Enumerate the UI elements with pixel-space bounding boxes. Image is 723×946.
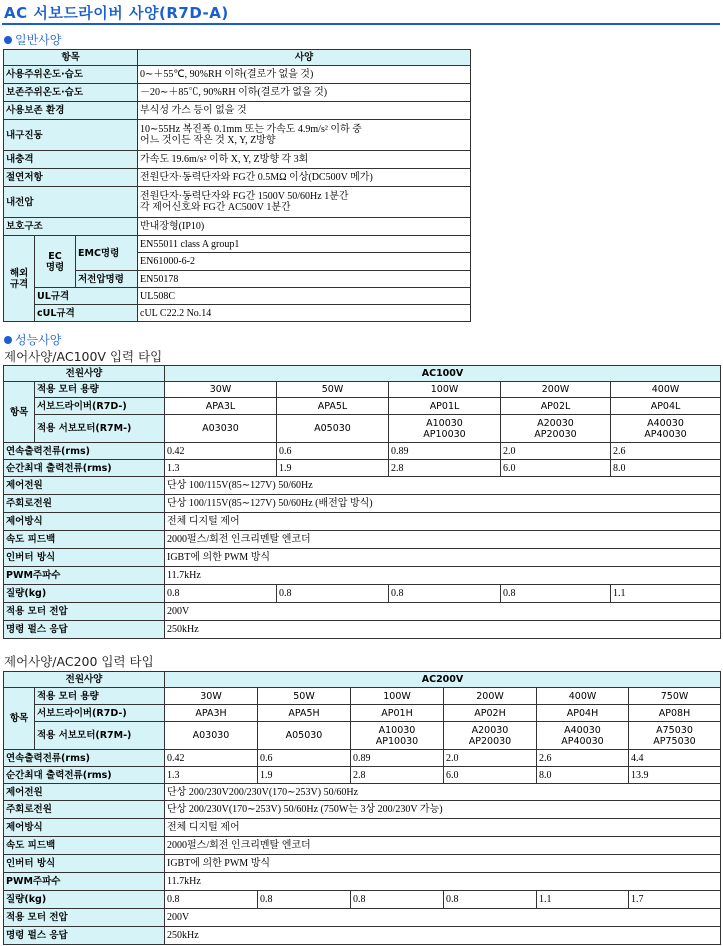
cont-current-cell: 0.89 bbox=[389, 443, 501, 460]
peak-current-cell: 2.8 bbox=[389, 460, 501, 477]
peak-current-label: 순간최대 출력전류(rms) bbox=[4, 460, 165, 477]
row-label: 내충격 bbox=[4, 151, 138, 169]
motor-cell: A10030 AP10030 bbox=[389, 415, 501, 443]
pwm-label: PWM주파수 bbox=[4, 873, 165, 891]
capacity-cell: 400W bbox=[537, 688, 629, 705]
peak-current-label: 순간최대 출력전류(rms) bbox=[4, 767, 165, 784]
main-power-value: 단상 200/230V(170∼253V) 50/60Hz (750W는 3상 200/230V 가능) bbox=[165, 801, 721, 819]
pulse-value: 250kHz bbox=[165, 927, 721, 945]
ctrl-method-label: 제어방식 bbox=[4, 819, 165, 837]
motor-label: 적용 서보모터(R7M-) bbox=[35, 415, 165, 443]
motor-cell: A03030 bbox=[165, 722, 258, 750]
ac200-spec-table bbox=[3, 671, 721, 945]
pwm-value: 11.7kHz bbox=[165, 567, 721, 585]
capacity-cell: 30W bbox=[165, 382, 277, 398]
row-label: 사용보존 환경 bbox=[4, 102, 138, 120]
capacity-cell: 750W bbox=[629, 688, 721, 705]
capacity-cell: 100W bbox=[351, 688, 444, 705]
power-label: 전원사양 bbox=[4, 366, 165, 382]
driver-cell: APA3L bbox=[165, 398, 277, 415]
mass-label: 질량(kg) bbox=[4, 585, 165, 603]
motor-cell: A10030 AP10030 bbox=[351, 722, 444, 750]
cont-current-label: 연속출력전류(rms) bbox=[4, 443, 165, 460]
main-power-value: 단상 100/115V(85∼127V) 50/60Hz (배전압 방식) bbox=[165, 495, 721, 513]
ec-label: EC 명령 bbox=[35, 236, 76, 288]
section-general-heading: 일반사양 bbox=[15, 33, 62, 47]
power-value: AC200V bbox=[165, 672, 721, 688]
item-label: 항목 bbox=[4, 688, 35, 750]
inverter-label: 인버터 방식 bbox=[4, 855, 165, 873]
row-label: 보호구조 bbox=[4, 218, 138, 236]
ac100-spec-table bbox=[3, 365, 721, 639]
mass-cell: 0.8 bbox=[258, 891, 351, 909]
emc-label: EMC명령 bbox=[76, 236, 138, 271]
ctrl-power-label: 제어전원 bbox=[4, 477, 165, 495]
motor-cell: A20030 AP20030 bbox=[444, 722, 537, 750]
peak-current-cell: 2.8 bbox=[351, 767, 444, 784]
row-label: 내구진동 bbox=[4, 120, 138, 151]
cont-current-label: 연속출력전류(rms) bbox=[4, 750, 165, 767]
mass-cell: 0.8 bbox=[444, 891, 537, 909]
row-label: 보존주위온도·습도 bbox=[4, 84, 138, 102]
capacity-cell: 100W bbox=[389, 382, 501, 398]
cont-current-cell: 0.89 bbox=[351, 750, 444, 767]
ctrl-method-value: 전체 디지털 제어 bbox=[165, 819, 721, 837]
mass-cell: 0.8 bbox=[165, 585, 277, 603]
pwm-value: 11.7kHz bbox=[165, 873, 721, 891]
capacity-cell: 200W bbox=[444, 688, 537, 705]
ctrl-method-value: 전체 디지털 제어 bbox=[165, 513, 721, 531]
page-title: AC 서보드라이버 사양(R7D-A) bbox=[4, 4, 229, 22]
row-value: 부식성 가스 등이 없을 것 bbox=[138, 102, 471, 120]
mass-cell: 0.8 bbox=[277, 585, 389, 603]
capacity-cell: 50W bbox=[258, 688, 351, 705]
driver-cell: AP04L bbox=[611, 398, 721, 415]
power-value: AC100V bbox=[165, 366, 721, 382]
peak-current-cell: 1.9 bbox=[258, 767, 351, 784]
row-label: 절연저항 bbox=[4, 169, 138, 187]
row-value: 0∼＋55℃, 90%RH 이하(결로가 없을 것) bbox=[138, 66, 471, 84]
mass-cell: 1.7 bbox=[629, 891, 721, 909]
mass-label: 질량(kg) bbox=[4, 891, 165, 909]
ul-label: UL규격 bbox=[35, 288, 138, 305]
emc-value: EN55011 class A group1 bbox=[138, 236, 471, 253]
row-value: 전원단자·동력단자와 FG간 0.5MΩ 이상(DC500V 메가) bbox=[138, 169, 471, 187]
capacity-cell: 50W bbox=[277, 382, 389, 398]
item-label: 항목 bbox=[4, 382, 35, 443]
driver-cell: AP08H bbox=[629, 705, 721, 722]
inverter-value: IGBT에 의한 PWM 방식 bbox=[165, 549, 721, 567]
driver-cell: APA3H bbox=[165, 705, 258, 722]
peak-current-cell: 13.9 bbox=[629, 767, 721, 784]
driver-cell: AP02H bbox=[444, 705, 537, 722]
mass-cell: 1.1 bbox=[537, 891, 629, 909]
peak-current-cell: 6.0 bbox=[501, 460, 611, 477]
row-value: 반내장형(IP10) bbox=[138, 218, 471, 236]
mass-cell: 0.8 bbox=[501, 585, 611, 603]
motor-voltage-value: 200V bbox=[165, 909, 721, 927]
mass-cell: 1.1 bbox=[611, 585, 721, 603]
col-item-header: 항목 bbox=[4, 50, 138, 66]
power-label: 전원사양 bbox=[4, 672, 165, 688]
driver-label: 서보드라이버(R7D-) bbox=[35, 705, 165, 722]
driver-cell: AP01H bbox=[351, 705, 444, 722]
mass-cell: 0.8 bbox=[389, 585, 501, 603]
cont-current-cell: 0.42 bbox=[165, 750, 258, 767]
cont-current-cell: 2.0 bbox=[444, 750, 537, 767]
peak-current-cell: 6.0 bbox=[444, 767, 537, 784]
motor-cell: A03030 bbox=[165, 415, 277, 443]
peak-current-cell: 8.0 bbox=[611, 460, 721, 477]
title-underline bbox=[2, 23, 720, 25]
general-spec-table bbox=[3, 49, 471, 322]
motor-voltage-label: 적용 모터 전압 bbox=[4, 909, 165, 927]
capacity-cell: 400W bbox=[611, 382, 721, 398]
ctrl-power-label: 제어전원 bbox=[4, 784, 165, 801]
driver-cell: APA5H bbox=[258, 705, 351, 722]
inverter-value: IGBT에 의한 PWM 방식 bbox=[165, 855, 721, 873]
mass-cell: 0.8 bbox=[351, 891, 444, 909]
motor-voltage-value: 200V bbox=[165, 603, 721, 621]
lv-value: EN50178 bbox=[138, 271, 471, 288]
cont-current-cell: 0.6 bbox=[258, 750, 351, 767]
row-value: 전원단자·동력단자와 FG간 1500V 50/60Hz 1분간 각 제어신호와 FG간 AC500V 1분간 bbox=[138, 187, 471, 218]
cont-current-cell: 4.4 bbox=[629, 750, 721, 767]
cont-current-cell: 2.6 bbox=[537, 750, 629, 767]
motor-cap-label: 적용 모터 용량 bbox=[35, 382, 165, 398]
ctrl-power-value: 단상 200/230V200/230V(170∼253V) 50/60Hz bbox=[165, 784, 721, 801]
lv-label: 저전압명령 bbox=[76, 271, 138, 288]
cul-label: cUL규격 bbox=[35, 305, 138, 322]
motor-cell: A40030 AP40030 bbox=[611, 415, 721, 443]
cont-current-cell: 0.6 bbox=[277, 443, 389, 460]
motor-label: 적용 서보모터(R7M-) bbox=[35, 722, 165, 750]
driver-label: 서보드라이버(R7D-) bbox=[35, 398, 165, 415]
bullet-icon bbox=[4, 336, 12, 344]
main-power-label: 주회로전원 bbox=[4, 495, 165, 513]
driver-cell: APA5L bbox=[277, 398, 389, 415]
driver-cell: AP02L bbox=[501, 398, 611, 415]
pwm-label: PWM주파수 bbox=[4, 567, 165, 585]
bullet-icon bbox=[4, 36, 12, 44]
speed-fb-label: 속도 피드백 bbox=[4, 531, 165, 549]
pulse-label: 명령 펄스 응답 bbox=[4, 927, 165, 945]
speed-fb-value: 2000펄스/회전 인크리멘탈 엔코더 bbox=[165, 837, 721, 855]
overseas-label: 해외 규격 bbox=[4, 236, 35, 322]
ctrl-method-label: 제어방식 bbox=[4, 513, 165, 531]
motor-cell: A75030 AP75030 bbox=[629, 722, 721, 750]
main-power-label: 주회로전원 bbox=[4, 801, 165, 819]
inverter-label: 인버터 방식 bbox=[4, 549, 165, 567]
peak-current-cell: 1.3 bbox=[165, 767, 258, 784]
pulse-label: 명령 펄스 응답 bbox=[4, 621, 165, 639]
capacity-cell: 200W bbox=[501, 382, 611, 398]
cont-current-cell: 0.42 bbox=[165, 443, 277, 460]
section-performance-heading: 성능사양 bbox=[15, 333, 62, 347]
speed-fb-value: 2000펄스/회전 인크리멘탈 엔코더 bbox=[165, 531, 721, 549]
peak-current-cell: 1.9 bbox=[277, 460, 389, 477]
peak-current-cell: 8.0 bbox=[537, 767, 629, 784]
mass-cell: 0.8 bbox=[165, 891, 258, 909]
motor-cell: A05030 bbox=[277, 415, 389, 443]
pulse-value: 250kHz bbox=[165, 621, 721, 639]
peak-current-cell: 1.3 bbox=[165, 460, 277, 477]
row-label: 내전압 bbox=[4, 187, 138, 218]
motor-cell: A40030 AP40030 bbox=[537, 722, 629, 750]
driver-cell: AP01L bbox=[389, 398, 501, 415]
cul-value: cUL C22.2 No.14 bbox=[138, 305, 471, 322]
driver-cell: AP04H bbox=[537, 705, 629, 722]
cont-current-cell: 2.0 bbox=[501, 443, 611, 460]
row-value: 가속도 19.6m/s² 이하 X, Y, Z방향 각 3회 bbox=[138, 151, 471, 169]
motor-cell: A05030 bbox=[258, 722, 351, 750]
col-spec-header: 사양 bbox=[138, 50, 471, 66]
motor-cap-label: 적용 모터 용량 bbox=[35, 688, 165, 705]
motor-voltage-label: 적용 모터 전압 bbox=[4, 603, 165, 621]
ul-value: UL508C bbox=[138, 288, 471, 305]
motor-cell: A20030 AP20030 bbox=[501, 415, 611, 443]
speed-fb-label: 속도 피드백 bbox=[4, 837, 165, 855]
row-label: 사용주위온도·습도 bbox=[4, 66, 138, 84]
emc-value: EN61000-6-2 bbox=[138, 253, 471, 271]
cont-current-cell: 2.6 bbox=[611, 443, 721, 460]
ac200-subtitle: 제어사양/AC200 입력 타입 bbox=[4, 654, 154, 669]
row-value: －20∼＋85℃, 90%RH 이하(결로가 없을 것) bbox=[138, 84, 471, 102]
ac100-subtitle: 제어사양/AC100V 입력 타입 bbox=[4, 349, 163, 364]
section-performance bbox=[4, 331, 61, 348]
capacity-cell: 30W bbox=[165, 688, 258, 705]
row-value: 10∼55Hz 복진폭 0.1mm 또는 가속도 4.9m/s² 이하 중 어느 것이든 작은 것 X, Y, Z방향 bbox=[138, 120, 471, 151]
section-general bbox=[4, 31, 61, 48]
ctrl-power-value: 단상 100/115V(85∼127V) 50/60Hz bbox=[165, 477, 721, 495]
